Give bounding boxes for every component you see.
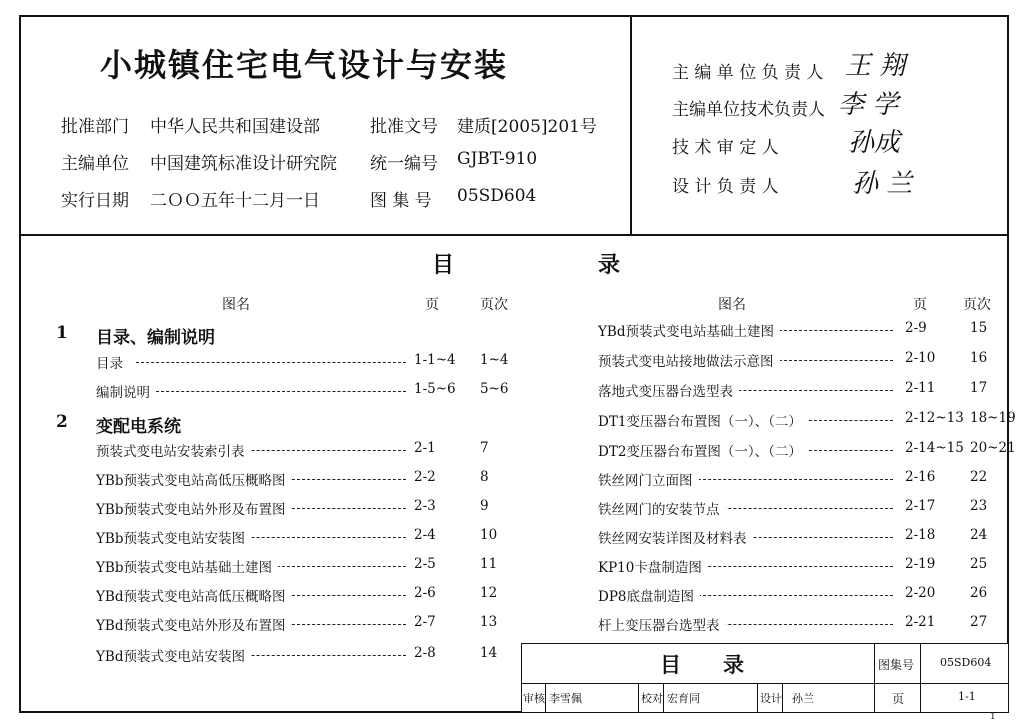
entry-seq: 5~6 xyxy=(480,381,509,397)
unified-no-value: GJBT-910 xyxy=(457,149,538,169)
leader-line xyxy=(136,362,406,363)
approval-dept-value: 中华人民共和国建设部 xyxy=(150,117,320,137)
entry-name: 杆上变压器台选型表 xyxy=(598,614,726,634)
entry-name: 落地式变压器台选型表 xyxy=(598,380,739,400)
toc-entry[interactable] xyxy=(96,381,516,403)
entry-name: YBb预装式变电站基础土建图 xyxy=(96,556,278,576)
signature: 王 翔 xyxy=(845,51,906,81)
entry-seq: 16 xyxy=(970,350,988,366)
entry-name: 预装式变电站安装索引表 xyxy=(96,440,251,460)
signature: 孙 兰 xyxy=(852,169,913,199)
entry-seq: 17 xyxy=(970,380,988,396)
approval-dept-label: 批准部门 xyxy=(61,117,129,137)
entry-seq: 15 xyxy=(970,320,988,336)
entry-name: YBb预装式变电站高低压概略图 xyxy=(96,469,291,489)
approval-no-value: 建质[2005]201号 xyxy=(457,117,597,137)
section-title: 目录、编制说明 xyxy=(96,328,215,348)
entry-page: 2-11 xyxy=(905,380,936,396)
atlas-no-label: 图 集 号 xyxy=(370,191,432,211)
signatory-role: 设 计 负 责 人 xyxy=(672,177,779,197)
entry-page: 2-12~13 xyxy=(905,410,964,426)
page-title: 小城镇住宅电气设计与安装 xyxy=(100,46,509,84)
effective-date-value: 二ＯＯ五年十二月一日 xyxy=(150,191,320,211)
entry-name: 铁丝网安装详图及材料表 xyxy=(598,527,753,547)
toc-entry[interactable] xyxy=(96,469,516,491)
col-name-left: 图名 xyxy=(222,297,250,313)
col-seq-right: 页次 xyxy=(963,297,991,313)
toc-entry[interactable] xyxy=(598,320,1003,342)
title-block-col-divider xyxy=(638,683,639,713)
entry-seq: 7 xyxy=(480,440,489,456)
entry-page: 1-1~4 xyxy=(414,352,456,368)
entry-seq: 27 xyxy=(970,614,988,630)
entry-seq: 26 xyxy=(970,585,988,601)
col-name-right: 图名 xyxy=(718,297,746,313)
signature: 孙成 xyxy=(848,128,901,158)
entry-page: 2-19 xyxy=(905,556,936,572)
title-block-col-divider xyxy=(920,643,921,713)
title-block-title: 目 录 xyxy=(660,652,744,677)
entry-page: 2-2 xyxy=(414,469,436,485)
leader-line xyxy=(156,391,406,392)
reviewer-label: 审核 xyxy=(523,692,545,705)
toc-entry[interactable] xyxy=(96,498,516,520)
entry-page: 2-21 xyxy=(905,614,936,630)
unified-no-label: 统一编号 xyxy=(370,154,438,174)
toc-entry[interactable] xyxy=(96,614,516,636)
leader-line xyxy=(698,595,893,596)
signatory-role: 主 编 单 位 负 责 人 xyxy=(672,63,824,83)
entry-seq: 11 xyxy=(480,556,498,572)
toc-entry[interactable] xyxy=(96,556,516,578)
entry-page: 2-7 xyxy=(414,614,436,630)
leader-line xyxy=(698,508,893,509)
entry-name: 目录 xyxy=(96,352,129,372)
toc-entry[interactable] xyxy=(96,645,516,667)
designer-label: 设计 xyxy=(760,692,782,705)
entry-name: 铁丝网门的安装节点 xyxy=(598,498,726,518)
entry-page: 2-10 xyxy=(905,350,936,366)
approval-no-label: 批准文号 xyxy=(370,117,438,137)
entry-seq: 20~21 xyxy=(970,440,1016,456)
toc-entry[interactable] xyxy=(598,527,1003,549)
entry-seq: 25 xyxy=(970,556,988,572)
col-page-left: 页 xyxy=(425,297,439,313)
entry-name: YBd预装式变电站外形及布置图 xyxy=(96,614,291,634)
entry-page: 2-3 xyxy=(414,498,436,514)
entry-name: 预装式变电站接地做法示意图 xyxy=(598,350,780,370)
leader-line xyxy=(698,624,893,625)
title-block-col-divider xyxy=(545,683,546,713)
entry-page: 2-17 xyxy=(905,498,936,514)
title-block-col-divider xyxy=(782,683,783,713)
toc-entry[interactable] xyxy=(598,585,1003,607)
atlas-number-label: 图集号 xyxy=(878,658,915,672)
entry-name: YBd预装式变电站基础土建图 xyxy=(598,320,780,340)
toc-entry[interactable] xyxy=(598,556,1003,578)
entry-seq: 8 xyxy=(480,469,489,485)
entry-name: DT1变压器台布置图（一）、（二） xyxy=(598,410,808,430)
entry-name: YBb预装式变电站外形及布置图 xyxy=(96,498,291,518)
entry-name: DP8底盘制造图 xyxy=(598,585,700,605)
sheet-page-number: 1 xyxy=(990,712,996,722)
toc-entry[interactable] xyxy=(96,352,516,374)
entry-page: 2-18 xyxy=(905,527,936,543)
entry-page: 2-20 xyxy=(905,585,936,601)
designer-name: 孙兰 xyxy=(792,692,814,705)
signatory-role: 主编单位技术负责人 xyxy=(672,100,825,120)
editor-unit-label: 主编单位 xyxy=(61,154,129,174)
col-page-right: 页 xyxy=(913,297,927,313)
toc-entry[interactable] xyxy=(598,614,1003,636)
section-number: 2 xyxy=(56,412,68,432)
title-block-col-divider xyxy=(663,683,664,713)
entry-seq: 13 xyxy=(480,614,498,630)
leader-line xyxy=(698,566,893,567)
section-number: 1 xyxy=(56,323,68,343)
entry-page: 2-16 xyxy=(905,469,936,485)
entry-page: 2-6 xyxy=(414,585,436,601)
toc-entry[interactable] xyxy=(96,527,516,549)
entry-name: YBb预装式变电站安装图 xyxy=(96,527,251,547)
toc-entry[interactable] xyxy=(598,440,1016,462)
entry-name: KP10卡盘制造图 xyxy=(598,556,708,576)
toc-entry[interactable] xyxy=(96,440,516,462)
reviewer-name: 李雪佩 xyxy=(549,692,582,705)
atlas-number: 05SD604 xyxy=(940,656,992,669)
entry-name: 编制说明 xyxy=(96,381,156,401)
entry-page: 2-5 xyxy=(414,556,436,572)
toc-entry[interactable] xyxy=(598,410,1016,432)
page-number: 1-1 xyxy=(958,690,976,703)
entry-seq: 12 xyxy=(480,585,498,601)
entry-name: 铁丝网门立面图 xyxy=(598,469,699,489)
title-block-row-divider xyxy=(521,683,1009,684)
entry-page: 2-9 xyxy=(905,320,927,336)
entry-seq: 1~4 xyxy=(480,352,509,368)
entry-page: 1-5~6 xyxy=(414,381,456,397)
title-block-col-divider xyxy=(757,683,758,713)
toc-entry[interactable] xyxy=(598,350,1003,372)
entry-seq: 22 xyxy=(970,469,988,485)
toc-entry[interactable] xyxy=(598,469,1003,491)
checker-label: 校对 xyxy=(641,692,663,705)
col-seq-left: 页次 xyxy=(480,297,508,313)
signatory-role: 技 术 审 定 人 xyxy=(672,138,779,158)
toc-entry[interactable] xyxy=(598,380,1003,402)
entry-seq: 14 xyxy=(480,645,498,661)
entry-name: DT2变压器台布置图（一）、（二） xyxy=(598,440,808,460)
entry-seq: 9 xyxy=(480,498,489,514)
entry-page: 2-8 xyxy=(414,645,436,661)
editor-unit-value: 中国建筑标准设计研究院 xyxy=(150,154,337,174)
entry-seq: 18~19 xyxy=(970,410,1016,426)
header-divider xyxy=(630,15,632,235)
entry-page: 2-1 xyxy=(414,440,436,456)
toc-heading-left: 目 xyxy=(432,252,455,278)
entry-name: YBd预装式变电站安装图 xyxy=(96,645,251,665)
title-block-col-divider xyxy=(874,643,875,713)
entry-seq: 10 xyxy=(480,527,498,543)
entry-page: 2-4 xyxy=(414,527,436,543)
checker-name: 宏育同 xyxy=(667,692,700,705)
entry-seq: 24 xyxy=(970,527,988,543)
toc-entry[interactable] xyxy=(96,585,516,607)
section-title: 变配电系统 xyxy=(96,417,181,437)
toc-heading-right: 录 xyxy=(598,252,621,278)
header-bottom-line xyxy=(19,234,1009,236)
page-label: 页 xyxy=(892,692,905,706)
entry-seq: 23 xyxy=(970,498,988,514)
effective-date-label: 实行日期 xyxy=(61,191,129,211)
atlas-no-value: 05SD604 xyxy=(457,186,537,206)
entry-page: 2-14~15 xyxy=(905,440,964,456)
entry-name: YBd预装式变电站高低压概略图 xyxy=(96,585,291,605)
signature: 李 学 xyxy=(838,90,899,120)
leader-line xyxy=(698,479,893,480)
toc-entry[interactable] xyxy=(598,498,1003,520)
